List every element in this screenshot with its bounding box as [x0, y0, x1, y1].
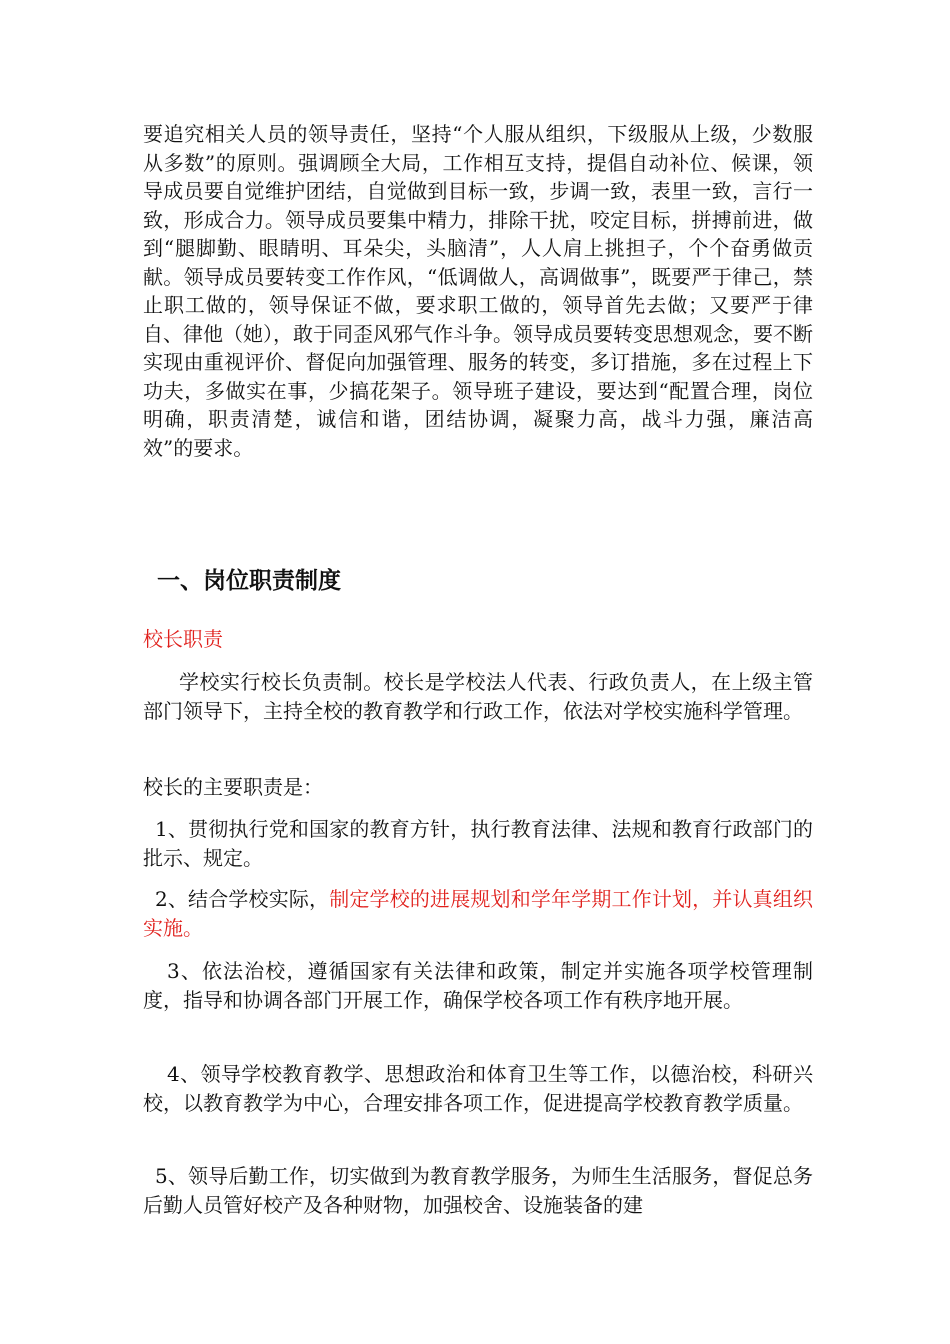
duty-item-2 [143, 885, 813, 942]
duty-item-3: 3、依法治校，遵循国家有关法律和政策，制定并实施各项学校管理制度，指导和协调各部门开展工作，确保学校各项工作有秩序地开展。 [143, 959, 813, 1012]
intro-paragraph: 要追究相关人员的领导责任，坚持“个人服从组织，下级服从上级，少数服从多数”的原则。强调顾全大局，工作相互支持，提倡自动补位、候课，领导成员要自觉维护团结，自觉做到目标一致，步调一致，表里一致，言行一致，形成合力。领导成员要集中精力，排除干扰，咬定目标，拼搏前进，做到“腿脚勤、眼睛明、耳朵尖，头脑清”，人人肩上挑担子，个个奋勇做贡献。领导成员要转变工作作风，“低调做人，高调做事”，既要严于律己，禁止职工做的，领导保证不做，要求职工做的，领导首先去做；又要严于律自、律他（她），敢于同歪风邪气作斗争。领导成员要转变思想观念，要不断实现由重视评价、督促向加强管理、服务的转变，多订措施，多在过程上下功夫，多做实在事，少搞花架子。领导班子建设，要达到“配置合理，岗位明确，职责清楚，诚信和谐，团结协调，凝聚力高，战斗力强，廉洁高效”的要求。 [143, 122, 813, 460]
duty-item-1: 1、贯彻执行党和国家的教育方针，执行教育法律、法规和教育行政部门的批示、规定。 [143, 817, 813, 870]
duty-item-2-prefix: 2、结合学校实际， [155, 887, 330, 911]
duty-item-4: 4、领导学校教育教学、思想政治和体育卫生等工作，以德治校，科研兴校，以教育教学为中心，合理安排各项工作，促进提高学校教育教学质量。 [143, 1062, 813, 1115]
principal-responsibility-paragraph: 学校实行校长负责制。校长是学校法人代表、行政负责人，在上级主管部门领导下，主持全校的教育教学和行政工作，依法对学校实施科学管理。 [143, 670, 813, 723]
duties-title: 校长的主要职责是： [143, 775, 323, 799]
duty-item-5: 5、领导后勤工作，切实做到为教育教学服务，为师生生活服务，督促总务后勤人员管好校产及各种财物，加强校舍、设施装备的建 [143, 1164, 813, 1217]
section-subheading: 校长职责 [143, 627, 223, 651]
duty-item-2-highlight: 制定学校的进展规划和学年学期工作计划，并认真组织实施。 [143, 887, 814, 940]
section-heading: 一、岗位职责制度 [157, 568, 341, 594]
